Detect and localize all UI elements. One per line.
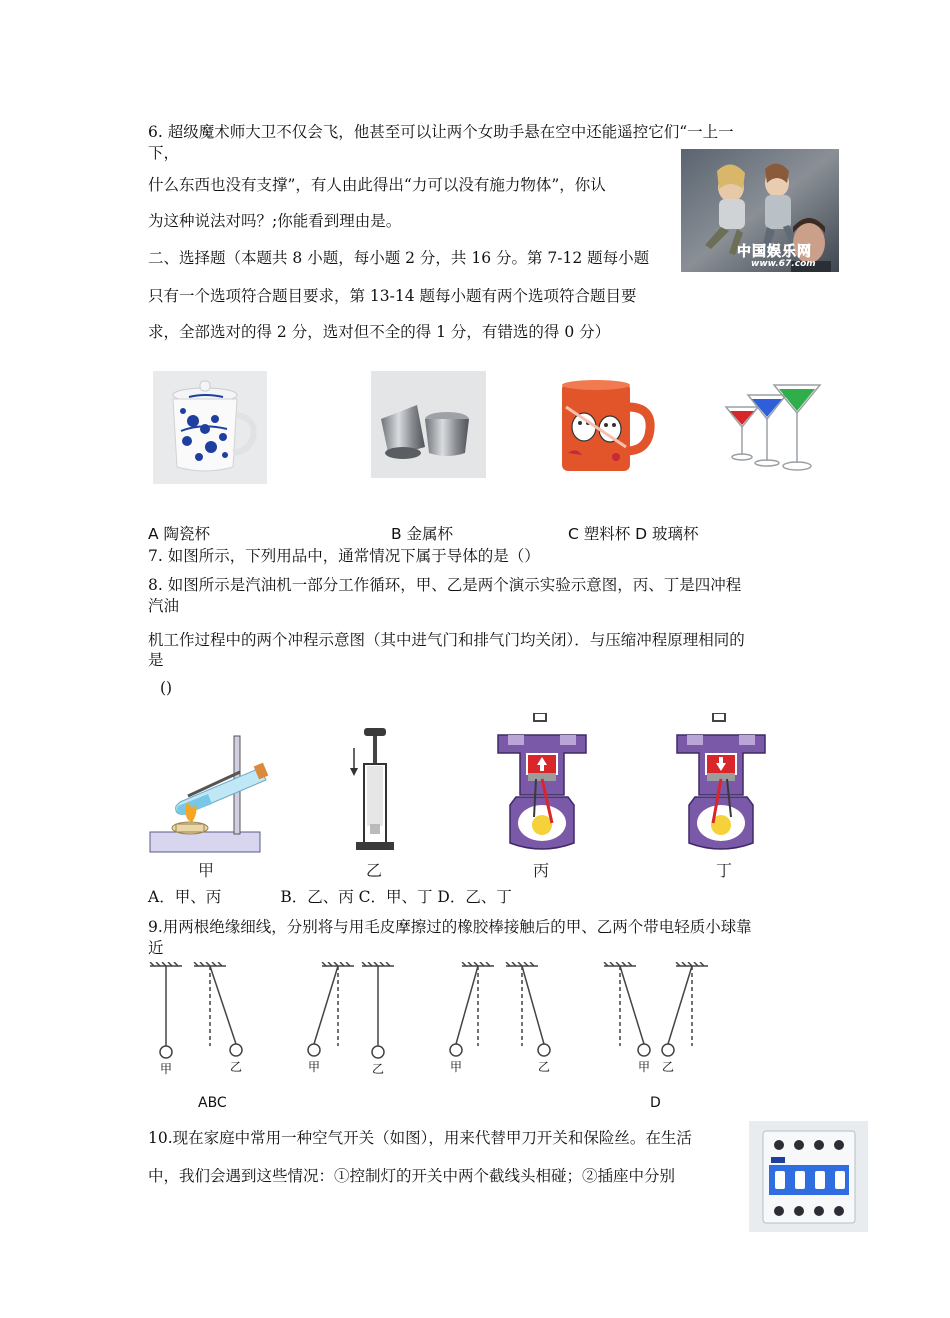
fig-ding-engine-stroke — [673, 713, 769, 855]
fig-label-yi: 乙 — [366, 861, 383, 880]
ball-label-d-left: 甲 — [638, 1060, 651, 1074]
magician-photo — [681, 149, 839, 272]
q9-line2: 近 — [148, 939, 164, 957]
q7-stem: 7. 如图所示，下列用品中，通常情况下属于导体的是（） — [148, 547, 540, 565]
plastic-cup-image — [556, 377, 655, 476]
section2-line1: 二、选择题（本题共 8 小题，每小题 2 分，共 16 分。第 7-12 题每小题 — [148, 249, 650, 267]
q8-line2: 汽油 — [148, 597, 180, 615]
ball-label-c-left: 甲 — [450, 1060, 463, 1074]
q8-line3: 机工作过程中的两个冲程示意图（其中进气门和排气门均关闭）．与压缩冲程原理相同的 — [148, 631, 745, 649]
q8-line4: 是 — [148, 651, 164, 669]
pendulum-diagrams — [148, 962, 714, 1082]
photo-watermark-url: www.67.com — [751, 259, 816, 269]
q9-label-d: D — [650, 1095, 661, 1111]
fig-jia-test-tube — [148, 732, 272, 856]
q8-options: A．甲、丙 B．乙、丙 C．甲、丁 D．乙、丁 — [148, 888, 512, 906]
ball-label-a-right: 乙 — [230, 1060, 243, 1074]
glass-cup-image — [722, 381, 824, 473]
q6-line3: 什么东西也没有支撑”，有人由此得出“力可以没有施力物体”，你认 — [148, 176, 606, 194]
q8-paren: () — [160, 679, 173, 697]
q6-line1: 6. 超级魔术师大卫不仅会飞，他甚至可以让两个女助手悬在空中还能遥控它们“一上一 — [148, 123, 734, 141]
fig-label-bing: 丙 — [533, 861, 550, 880]
ceramic-cup-image — [153, 371, 267, 484]
q9-line1: 9.用两根绝缘细线，分别将与用毛皮摩擦过的橡胶棒接触后的甲、乙两个带电轻质小球靠 — [148, 918, 752, 936]
fig-label-ding: 丁 — [716, 861, 733, 880]
q10-line1: 10.现在家庭中常用一种空气开关（如图），用来代替甲刀开关和保险丝。在生活 — [148, 1129, 692, 1147]
q8-line1: 8. 如图所示是汽油机一部分工作循环，甲、乙是两个演示实验示意图，丙、丁是四冲程 — [148, 576, 742, 594]
q7-option-a: A 陶瓷杯 — [148, 525, 211, 543]
metal-cup-image — [371, 371, 486, 478]
ball-label-c-right: 乙 — [538, 1060, 551, 1074]
fig-label-jia: 甲 — [198, 861, 215, 880]
q6-line2: 下， — [148, 144, 180, 162]
section2-line2: 只有一个选项符合题目要求，第 13-14 题每小题有两个选项符合题目要 — [148, 287, 637, 305]
fig-bing-engine-stroke — [494, 713, 590, 855]
photo-watermark: 中国娱乐网 — [737, 244, 812, 260]
q9-labels-abc: ABC — [198, 1095, 227, 1111]
q6-line4: 为这种说法对吗？;你能看到理由是。 — [148, 212, 402, 230]
q7-option-cd: C 塑料杯 D 玻璃杯 — [568, 525, 699, 543]
q7-option-b: B 金属杯 — [391, 525, 454, 543]
air-switch-image — [749, 1121, 868, 1232]
ball-label-b-right: 乙 — [372, 1062, 385, 1076]
q10-line2: 中，我们会遇到这些情况：①控制灯的开关中两个截线头相碰；②插座中分别 — [148, 1167, 676, 1185]
fig-yi-air-compressor — [344, 724, 404, 854]
ball-label-b-left: 甲 — [308, 1060, 321, 1074]
ball-label-a-left: 甲 — [160, 1062, 173, 1076]
section2-line3: 求，全部选对的得 2 分，选对但不全的得 1 分，有错选的得 0 分） — [148, 323, 611, 341]
ball-label-d-right: 乙 — [662, 1060, 675, 1074]
